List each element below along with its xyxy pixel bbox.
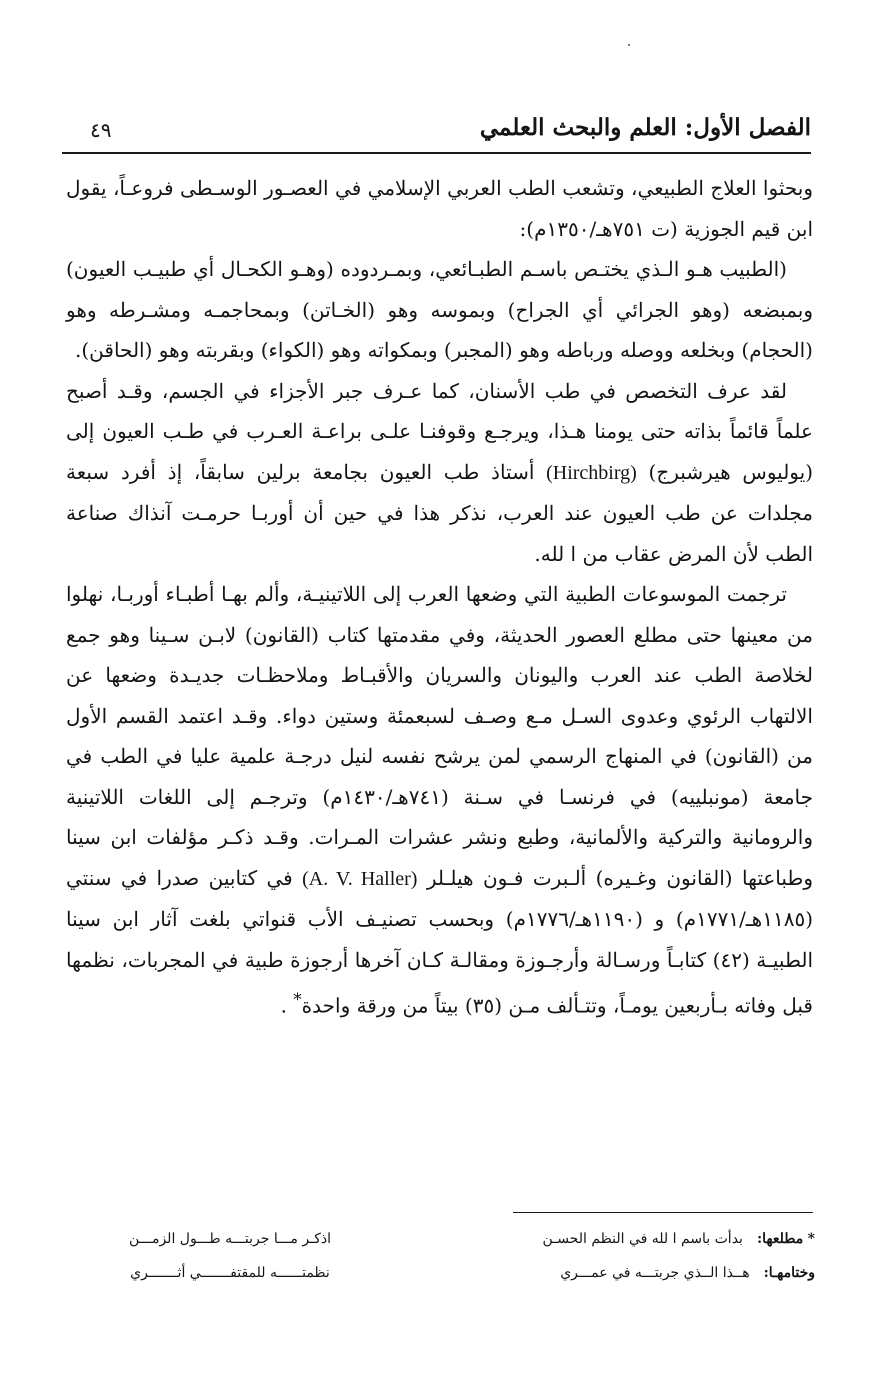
footnote-marker: *	[293, 990, 302, 1009]
paragraph-encyclopedias-text-a: ترجمت الموسوعات الطبية التي وضعها العرب إلى اللاتينيـة، وألم بهـا أطبـاء أوربـا، نهلوا من معينها حتى مطلع العصور الحديثة، وفي مقدمتها كتاب (القانون) لابـن سـينا وهو جمع لخلاصة الطب عند العرب واليونان والسريان والأقبـاط وملاحظـات جديـدة وضعها عن الالتهاب الرئوي وعدوى السـل مـع وصـف لسبعمئة وستين دواء. وقـد اعتمد القسم الأول من (القانون) في المنهاج الرسمي لمن يرشح نفسه لنيل درجـة علمية عليا في الطب في جامعة (مونبلييه) في فرنسـا في سـنة (٧٤١هـ/١٤٣٠م) وترجـم إلى اللغات اللاتينية والرومانية والتركية والألمانية، وطبع ونشر عشرات المـرات. وقـد ذكـر مؤلفات ابن سينا وطباعتها (القانون وغـيره) ألـبرت فـون هيلـلر	[66, 582, 813, 890]
footnote	[80, 1222, 815, 1290]
paragraph-intro	[66, 168, 813, 249]
footnote-end-right	[560, 1256, 815, 1290]
footnote-verse-start-1: بدأت باسم ا لله في النظم الحسـن	[542, 1231, 743, 1247]
paragraph-encyclopedias	[66, 574, 813, 1026]
paragraph-quote-text: (الطبيب هـو الـذي يختـص باسـم الطبـائعي، وبمـردوده (وهـو الكحـال أي طبيـب العيون) وبمبضعه (وهو الجرائي أي الجراح) وبموسه وهو (الخـاتن) وبمحاجمـه ومشـرطه وهو (الحجام) وبخلعه ووصله ورباطه وهو (المجبر) وبمكواته وهو (الكواء) وبقربته وهو (الحاقن).	[66, 257, 814, 362]
page-number: ٤٩	[90, 118, 112, 142]
chapter-title: الفصل الأول: العلم والبحث العلمي	[479, 114, 811, 141]
speck-dot	[628, 44, 630, 46]
paragraph-intro-text: وبحثوا العلاج الطبيعي، وتشعب الطب العربي الإسلامي في العصـور الوسـطى فروعـاً، يقول ابن قيم الجوزية (ت ٧٥١هـ/١٣٥٠م):	[66, 176, 813, 241]
footnote-label-end: وختامهـا:	[763, 1265, 815, 1281]
footnote-row-end	[80, 1256, 815, 1290]
latin-name-hirchbirg: (Hirchbirg)	[546, 461, 637, 484]
footnote-label-start: مطلعها:	[756, 1231, 804, 1247]
paragraph-ophthalmology-text-a: لقد عرف التخصص في طب الأسنان، كما عـرف جبر الأجزاء في الجسم، وقـد أصبح علماً قائماً بذاته حتى يومنا هـذا، ويرجـع وقوفنـا علـى براعـة العـرب في طـب العيون إلى (يوليوس هيرشبرج)	[66, 378, 813, 484]
footnote-verse-start-2: اذكـر مـــا جربتـــه طـــول الزمـــن	[129, 1231, 331, 1247]
paragraph-end-dot: .	[280, 993, 294, 1018]
latin-name-haller: (A. V. Haller)	[302, 867, 418, 890]
paragraph-ophthalmology-text-b: أستاذ طب العيون بجامعة برلين سابقاً، إذ أفرد سبعة مجلدات عن طب العيون عند العرب، نذكر هذا في حين أن أوربـا حرمـت آنذاك صناعة الطب لأن المرض عقاب من ا لله.	[66, 459, 813, 566]
footnote-verse-end-1: هــذا الــذي جربتـــه في عمـــري	[560, 1265, 750, 1281]
footnote-separator	[513, 1212, 813, 1213]
footnote-row-start	[80, 1222, 815, 1256]
footnote-start-right	[542, 1222, 815, 1256]
paragraph-quote	[66, 249, 813, 371]
paragraph-encyclopedias-text-b: في كتابين صدرا في سنتي (١١٨٥هـ/١٧٧١م) و (١١٩٠هـ/١٧٧٦م) وبحسب تصنيـف الأب قنواتي بلغت آثار ابن سينا الطبيـة (٤٢) كتابـاً ورسـالة وأرجـوزة ومقالـة كـان آخرها أرجوزة طبية في المجربات، نظمها قبل وفاته بـأربعين يومـاً، وتتـألف مـن (٣٥) بيتاً من ورقة واحدة	[66, 865, 814, 1018]
footnote-star: *	[807, 1231, 815, 1247]
paragraph-ophthalmology	[66, 371, 813, 575]
running-header	[62, 112, 811, 154]
body-text	[66, 168, 813, 1026]
footnote-verse-end-2: نظمتــــــه للمقتفـــــــي أثـــــــري	[130, 1265, 330, 1281]
